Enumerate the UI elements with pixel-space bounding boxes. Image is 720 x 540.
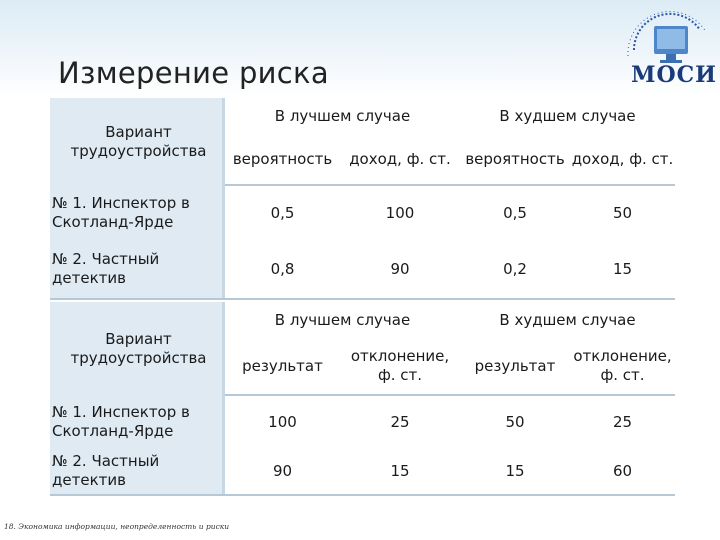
row-label: № 2. Частный детектив bbox=[50, 448, 225, 496]
cell-value: 15 bbox=[570, 240, 675, 300]
table-row bbox=[50, 186, 675, 240]
logo-text: МОСИ bbox=[631, 62, 717, 88]
table1-corner-label: Вариант трудоустройства bbox=[50, 98, 225, 186]
cell-value: 90 bbox=[225, 448, 340, 496]
cell-value: 25 bbox=[390, 412, 410, 431]
risk-table-deviation bbox=[50, 302, 675, 496]
cell-value: 15 bbox=[340, 448, 460, 496]
cell-value: 100 bbox=[268, 412, 297, 431]
table-row bbox=[50, 448, 675, 496]
page-title: Измерение риска bbox=[58, 56, 329, 90]
table2-col-best-result: результат bbox=[225, 338, 340, 396]
cell-value: 0,5 bbox=[270, 203, 295, 222]
table1-group-best: В лучшем случае bbox=[274, 106, 411, 125]
row-label: № 1. Инспектор в Скотланд-Ярде bbox=[50, 186, 225, 240]
footer-caption: 18. Экономика информации, неопределенность и риски bbox=[4, 522, 230, 531]
cell-value: 0,8 bbox=[225, 240, 340, 300]
cell-value: 60 bbox=[570, 448, 675, 496]
table1-col-best-income: доход, ф. ст. bbox=[340, 134, 460, 186]
table2-group-worst: В худшем случае bbox=[499, 310, 636, 329]
cell-value: 25 bbox=[612, 412, 633, 431]
cell-value: 90 bbox=[340, 240, 460, 300]
table1-group-worst: В худшем случае bbox=[499, 106, 636, 125]
cell-value: 15 bbox=[460, 448, 570, 496]
table1-col-worst-probability: вероятность bbox=[460, 134, 570, 186]
row-label: № 1. Инспектор в Скотланд-Ярде bbox=[50, 396, 225, 448]
cell-value: 100 bbox=[385, 203, 415, 222]
cell-value: 0,5 bbox=[503, 203, 527, 222]
cell-value: 50 bbox=[612, 203, 633, 222]
table-row bbox=[50, 240, 675, 300]
row-label: № 2. Частный детектив bbox=[50, 240, 225, 300]
cell-value: 50 bbox=[505, 412, 525, 431]
table2-group-best: В лучшем случае bbox=[274, 310, 411, 329]
table2-corner-label: Вариант трудоустройства bbox=[50, 302, 225, 396]
table1-col-best-probability: вероятность bbox=[225, 134, 340, 186]
table2-col-best-deviation: отклонение, ф. ст. bbox=[340, 338, 460, 396]
table-row bbox=[50, 396, 675, 448]
table2-col-worst-result: результат bbox=[460, 338, 570, 396]
table1-col-worst-income: доход, ф. ст. bbox=[570, 134, 675, 186]
risk-table-probability bbox=[50, 98, 675, 300]
cell-value: 0,2 bbox=[460, 240, 570, 300]
table2-col-worst-deviation: отклонение, ф. ст. bbox=[570, 338, 675, 396]
